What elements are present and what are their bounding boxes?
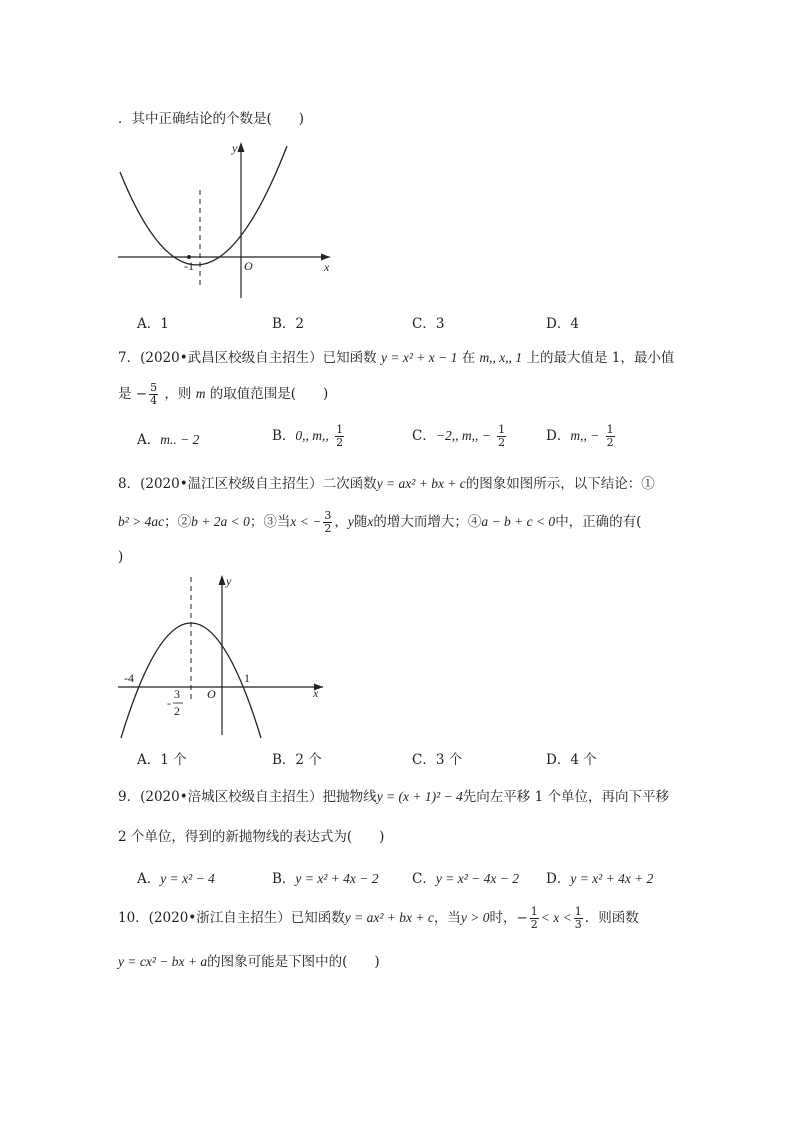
q8-graph — [118, 573, 338, 738]
q7-line2-c: 的取值范围是( ) — [209, 386, 329, 402]
q8-line3: ) — [118, 549, 124, 565]
q6-option-a[interactable]: A．1 — [137, 316, 169, 332]
q7-option-c[interactable]: C．−2,, m,, − $\frac{1}{2}$ — [412, 423, 506, 449]
q8-origin-label: O — [207, 687, 216, 701]
q6-neg1-label: -1 — [184, 259, 194, 273]
q8-y-label: y — [226, 574, 232, 588]
q8-option-b[interactable]: B．2 个 — [272, 752, 322, 768]
q8-option-d[interactable]: D．4 个 — [546, 752, 597, 768]
q8-option-a[interactable]: A．1 个 — [137, 752, 187, 768]
q7-line2-b: ，则 — [164, 386, 192, 402]
q7-after: 上的最大值是 1，最小值 — [526, 350, 675, 366]
q6-option-c[interactable]: C．3 — [412, 316, 445, 332]
q7-line1 — [118, 346, 674, 366]
q7-option-b[interactable]: B．0,, m,, $\frac{1}{2}$ — [272, 423, 344, 449]
q8-neg4-label: -4 — [124, 671, 134, 685]
q8-frac-den: 2 — [174, 704, 180, 718]
q7-fraction: $\frac{5}{4}$ — [150, 381, 158, 407]
q7-interval: m,, x,, 1 — [479, 350, 523, 365]
q6-option-d[interactable]: D．4 — [546, 316, 579, 332]
q8-x-label: x — [313, 686, 319, 700]
q9-option-b[interactable]: B．y = x² + 4x − 2 — [272, 871, 379, 887]
q6-origin-label: O — [244, 259, 253, 273]
q7-prefix: 7．(2020•武昌区校级自主招生）已知函数 — [118, 350, 377, 366]
q9-option-d[interactable]: D．y = x² + 4x + 2 — [546, 871, 654, 887]
q8-fraction: $\frac{3}{2}$ — [324, 509, 332, 535]
q7-func: y = x² + x − 1 — [380, 350, 458, 365]
q7-line2-a: 是 — [118, 386, 132, 402]
q8-line2: b² > 4ac；②b + 2a < 0；③当x < − $\frac{3}{2}$ ，y随x的增大而增大；④a − b + c < 0中，正确的有( — [118, 509, 642, 535]
q9-option-c[interactable]: C．y = x² − 4x − 2 — [412, 871, 519, 887]
q7-line2: 是 − $\frac{5}{4}$ ，则 m 的取值范围是( ) — [118, 381, 329, 407]
q10-line1: 10．(2020•浙江自主招生）已知函数y = ax² + bx + c，当y > 0时，− $\frac{1}{2}$ < x < $\frac{1}{3}$ ．则函数 — [118, 905, 639, 931]
q7-option-d[interactable]: D．m,, − $\frac{1}{2}$ — [546, 423, 614, 449]
q6-graph — [118, 140, 348, 305]
q7-mid: 在 — [461, 350, 476, 366]
q6-option-b[interactable]: B．2 — [272, 316, 305, 332]
q8-line1: 8．(2020•温江区校级自主招生）二次函数y = ax² + bx + c的图象如图所示，以下结论：① — [118, 476, 655, 492]
q7-var-m: m — [195, 386, 206, 401]
q7-option-a[interactable]: A．m.. − 2 — [137, 432, 200, 448]
q8-frac-minus: - — [167, 696, 171, 710]
q8-one-label: 1 — [244, 671, 250, 685]
q6-y-label: y — [232, 141, 238, 155]
q6-tail: ．其中正确结论的个数是( ) — [118, 111, 305, 127]
q9-line1: 9．(2020•涪城区校级自主招生）把抛物线y = (x + 1)² − 4先向左平移 1 个单位，再向下平移 — [118, 789, 669, 805]
q8-option-c[interactable]: C．3 个 — [412, 752, 463, 768]
q9-option-a[interactable]: A．y = x² − 4 — [137, 871, 215, 887]
q6-x-label: x — [324, 260, 330, 274]
q8-frac-num: 3 — [174, 687, 180, 701]
q10-line2: y = cx² − bx + a的图象可能是下图中的( ) — [118, 954, 380, 970]
q9-line2: 2 个单位，得到的新抛物线的表达式为( ) — [118, 829, 385, 845]
